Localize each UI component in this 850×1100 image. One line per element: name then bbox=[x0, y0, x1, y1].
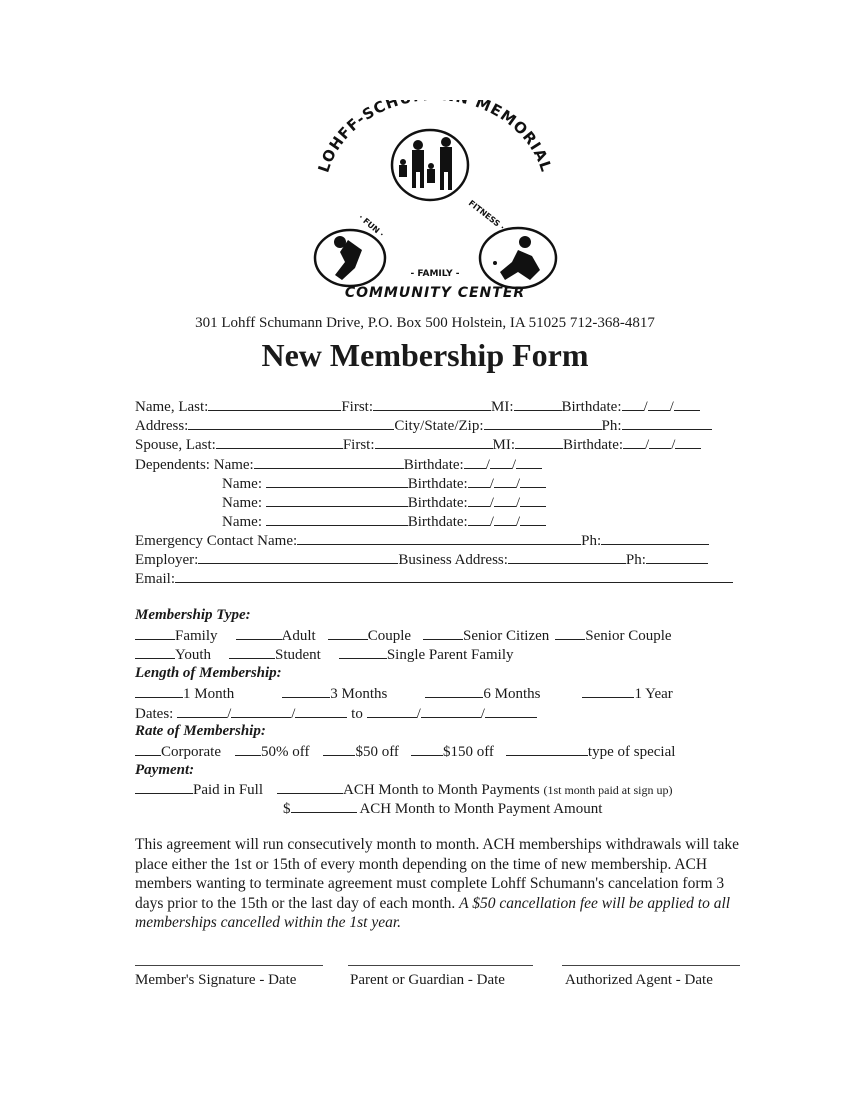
svg-text:LOHFF-SCHUMANN MEMORIAL: LOHFF-SCH MEMORIAL bbox=[314, 100, 556, 175]
end-month-field[interactable] bbox=[367, 704, 417, 718]
svg-text:FITNESS ·: FITNESS · bbox=[466, 198, 507, 233]
name-row: Name, Last: First: MI: Birthdate: / / bbox=[135, 397, 700, 416]
single-parent-label: Single Parent Family bbox=[386, 647, 514, 663]
couple-label: Couple bbox=[367, 628, 412, 644]
dep-birth-year-field[interactable] bbox=[520, 474, 546, 488]
birth-day-field[interactable] bbox=[648, 397, 670, 411]
student-check[interactable] bbox=[229, 645, 275, 659]
dependent-name-label: Name: bbox=[222, 514, 262, 530]
start-month-field[interactable] bbox=[177, 704, 227, 718]
ach-amount-label: ACH Month to Month Payment Amount bbox=[359, 801, 603, 817]
dollar-sign: $ bbox=[283, 801, 291, 817]
first-name-field[interactable] bbox=[373, 397, 491, 411]
dependent-name-label: Name: bbox=[213, 457, 254, 473]
cancellation-fee-text: A $50 cancellation fee will be applied to all memberships cancelled within the 1st year. bbox=[135, 894, 731, 931]
address-field[interactable] bbox=[188, 416, 394, 430]
length-heading: Length of Membership: bbox=[135, 665, 282, 681]
fifty-percent-label: 50% off bbox=[260, 744, 310, 760]
spouse-last-label: Spouse, Last: bbox=[135, 437, 216, 453]
youth-label: Youth bbox=[175, 647, 211, 663]
payment-heading: Payment: bbox=[135, 762, 195, 778]
parent-signature-line[interactable] bbox=[348, 965, 533, 966]
membership-type-row-2 bbox=[135, 645, 514, 664]
emergency-phone-label: Ph: bbox=[581, 533, 602, 549]
dependent-name-label: Name: bbox=[222, 495, 262, 511]
dependent-name-field[interactable] bbox=[266, 493, 408, 507]
employer-row bbox=[135, 550, 708, 569]
email-row bbox=[135, 569, 733, 588]
emergency-phone-field[interactable] bbox=[601, 531, 709, 545]
fifty-dollar-check[interactable] bbox=[323, 742, 355, 756]
dependent-row-4: Name: Birthdate: / / bbox=[222, 512, 546, 531]
dep-birth-month-field[interactable] bbox=[468, 474, 490, 488]
corporate-label: Corporate bbox=[161, 744, 221, 760]
volleyball-player-icon bbox=[480, 228, 556, 288]
six-months-label: 6 Months bbox=[483, 686, 541, 702]
ach-label: ACH Month to Month Payments bbox=[343, 782, 540, 798]
emergency-contact-field[interactable] bbox=[297, 531, 581, 545]
email-label: Email: bbox=[135, 571, 175, 587]
agent-signature-label: Authorized Agent - Date bbox=[565, 972, 713, 988]
start-year-field[interactable] bbox=[295, 704, 347, 718]
dates-label: Dates: bbox=[135, 706, 174, 722]
address-row bbox=[135, 416, 712, 435]
form-title: New Membership Form bbox=[261, 337, 589, 373]
dep-birth-year-field[interactable] bbox=[520, 493, 546, 507]
dep-birth-day-field[interactable] bbox=[494, 512, 516, 526]
first-label: First: bbox=[341, 399, 373, 415]
dates-row: Dates: / / to / / bbox=[135, 704, 537, 723]
paid-full-label: Paid in Full bbox=[193, 782, 264, 798]
business-address-label: Business Address: bbox=[398, 552, 508, 568]
city-state-zip-label: City/State/Zip: bbox=[394, 418, 484, 434]
six-months-check[interactable] bbox=[425, 684, 483, 698]
couple-check[interactable] bbox=[328, 626, 368, 640]
svg-text:COMMUNITY CENTER: COMMUNITY CENTER bbox=[344, 285, 526, 301]
dependents-label: Dependents: bbox=[135, 457, 210, 473]
dependent-name-field[interactable] bbox=[254, 455, 404, 469]
start-day-field[interactable] bbox=[231, 704, 291, 718]
spouse-mi-label: MI: bbox=[492, 437, 516, 453]
dep-birth-day-field[interactable] bbox=[490, 455, 512, 469]
dependent-name-field[interactable] bbox=[266, 474, 408, 488]
business-phone-field[interactable] bbox=[646, 550, 708, 564]
family-check[interactable] bbox=[135, 626, 175, 640]
dependent-row-2: Name: Birthdate: / / bbox=[222, 474, 546, 493]
dep-birth-month-field[interactable] bbox=[464, 455, 486, 469]
employer-field[interactable] bbox=[198, 550, 398, 564]
email-field[interactable] bbox=[175, 569, 733, 583]
membership-type-row-1 bbox=[135, 626, 672, 645]
birth-month-field[interactable] bbox=[622, 397, 644, 411]
mi-label: MI: bbox=[491, 399, 514, 415]
dep-birth-day-field[interactable] bbox=[494, 474, 516, 488]
center-address: 301 Lohff Schumann Drive, P.O. Box 500 Holstein, IA 51025 712-368-4817 bbox=[195, 315, 655, 331]
spouse-birthdate-label: Birthdate: bbox=[563, 437, 624, 453]
end-day-field[interactable] bbox=[421, 704, 481, 718]
dependent-birthdate-label: Birthdate: bbox=[407, 514, 468, 530]
business-address-field[interactable] bbox=[508, 550, 626, 564]
ach-note: (1st month paid at sign up) bbox=[543, 783, 673, 797]
spouse-first-label: First: bbox=[342, 437, 375, 453]
emergency-contact-label: Emergency Contact Name: bbox=[135, 533, 298, 549]
last-name-field[interactable] bbox=[208, 397, 341, 411]
dep-birth-month-field[interactable] bbox=[468, 493, 490, 507]
family-icon bbox=[392, 130, 468, 200]
corporate-check[interactable] bbox=[135, 742, 161, 756]
end-year-field[interactable] bbox=[485, 704, 537, 718]
business-phone-label: Ph: bbox=[625, 552, 646, 568]
spouse-row: Spouse, Last: First: MI: Birthdate: / / bbox=[135, 435, 701, 454]
ach-amount-field[interactable] bbox=[291, 799, 357, 813]
adult-label: Adult bbox=[281, 628, 316, 644]
svg-text:· FUN ·: · FUN · bbox=[356, 212, 386, 240]
ach-check[interactable] bbox=[277, 780, 343, 794]
dependent-name-label: Name: bbox=[222, 476, 262, 492]
rate-row bbox=[135, 742, 675, 761]
youth-check[interactable] bbox=[135, 645, 175, 659]
dependent-birthdate-label: Birthdate: bbox=[407, 495, 468, 511]
spouse-last-field[interactable] bbox=[216, 435, 343, 449]
adult-check[interactable] bbox=[236, 626, 282, 640]
spouse-birth-month-field[interactable] bbox=[623, 435, 645, 449]
parent-signature-label: Parent or Guardian - Date bbox=[350, 972, 505, 988]
employer-label: Employer: bbox=[135, 552, 199, 568]
length-row bbox=[135, 684, 673, 703]
city-state-zip-field[interactable] bbox=[484, 416, 602, 430]
dependent-row-3: Name: Birthdate: / / bbox=[222, 493, 546, 512]
dep-birth-day-field[interactable] bbox=[494, 493, 516, 507]
one-month-label: 1 Month bbox=[183, 686, 235, 702]
senior-couple-check[interactable] bbox=[555, 626, 585, 640]
mi-field[interactable] bbox=[514, 397, 562, 411]
senior-citizen-check[interactable] bbox=[423, 626, 463, 640]
agent-signature-line[interactable] bbox=[562, 965, 740, 966]
basketball-player-icon bbox=[315, 230, 385, 286]
agreement-paragraph bbox=[135, 835, 745, 933]
family-label: Family bbox=[175, 628, 218, 644]
membership-type-heading: Membership Type: bbox=[135, 607, 251, 623]
agreement-text: This agreement will run consecutively month to month. ACH memberships withdrawals will take place either the 1st or 15th of every month depending on the time of new membership. ACH members wanting to terminate agreement must complete Lohff Schumann's cancelation form 3 days prior to the 15th or the last day of each month. bbox=[135, 836, 739, 912]
dependent-birthdate-label: Birthdate: bbox=[403, 457, 464, 473]
payment-row bbox=[135, 780, 672, 799]
community-center-logo bbox=[300, 100, 570, 305]
one-month-check[interactable] bbox=[135, 684, 183, 698]
birth-year-field[interactable] bbox=[674, 397, 700, 411]
rate-heading: Rate of Membership: bbox=[135, 723, 266, 739]
member-signature-line[interactable] bbox=[135, 965, 323, 966]
phone-field[interactable] bbox=[622, 416, 712, 430]
spouse-first-field[interactable] bbox=[375, 435, 493, 449]
fifty-dollar-label: $50 off bbox=[355, 744, 399, 760]
dep-birth-month-field[interactable] bbox=[468, 512, 490, 526]
single-parent-check[interactable] bbox=[339, 645, 387, 659]
dependent-row-1: Dependents: Name: Birthdate: / / bbox=[135, 455, 542, 474]
spouse-birth-day-field[interactable] bbox=[649, 435, 671, 449]
special-field[interactable] bbox=[506, 742, 588, 756]
one-year-label: 1 Year bbox=[634, 686, 673, 702]
paid-full-check[interactable] bbox=[135, 780, 193, 794]
fifty-percent-check[interactable] bbox=[235, 742, 261, 756]
birthdate-label: Birthdate: bbox=[561, 399, 622, 415]
phone-label: Ph: bbox=[601, 418, 622, 434]
dependent-birthdate-label: Birthdate: bbox=[407, 476, 468, 492]
one-fifty-label: $150 off bbox=[442, 744, 494, 760]
senior-couple-label: Senior Couple bbox=[585, 628, 672, 644]
to-label: to bbox=[351, 706, 363, 722]
senior-citizen-label: Senior Citizen bbox=[463, 628, 550, 644]
spouse-mi-field[interactable] bbox=[515, 435, 563, 449]
spouse-birth-year-field[interactable] bbox=[675, 435, 701, 449]
dep-birth-year-field[interactable] bbox=[516, 455, 542, 469]
one-year-check[interactable] bbox=[582, 684, 634, 698]
svg-text:- FAMILY -: - FAMILY - bbox=[410, 269, 460, 279]
dependent-name-field[interactable] bbox=[266, 512, 408, 526]
student-label: Student bbox=[275, 647, 321, 663]
member-signature-label: Member's Signature - Date bbox=[135, 972, 297, 988]
special-label: type of special bbox=[587, 744, 676, 760]
emergency-row bbox=[135, 531, 709, 550]
name-last-label: Name, Last: bbox=[135, 399, 209, 415]
dep-birth-year-field[interactable] bbox=[520, 512, 546, 526]
one-fifty-check[interactable] bbox=[411, 742, 443, 756]
three-months-label: 3 Months bbox=[330, 686, 388, 702]
address-label: Address: bbox=[135, 418, 189, 434]
three-months-check[interactable] bbox=[282, 684, 330, 698]
ach-amount-row bbox=[283, 799, 602, 818]
